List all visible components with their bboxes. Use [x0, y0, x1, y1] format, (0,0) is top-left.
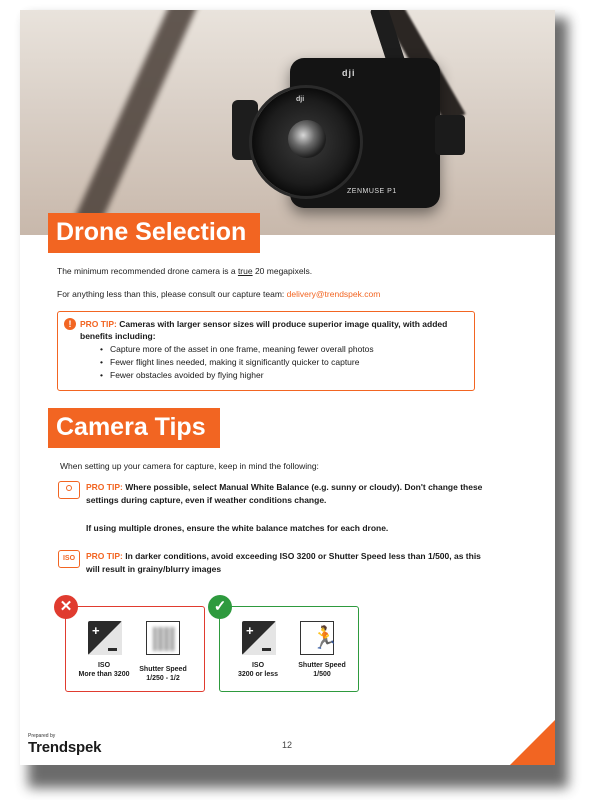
- blurry-runner-icon: [146, 621, 180, 655]
- min-text-underlined: true: [237, 266, 253, 276]
- hero-camera-photo: [20, 10, 555, 235]
- motion-blur-figure: [153, 627, 175, 651]
- cross-icon: ✕: [54, 595, 78, 619]
- pro-tip-label: PRO TIP:: [80, 319, 117, 329]
- drone-selection-heading: Drone Selection: [48, 213, 260, 253]
- background-blur-shape: [55, 10, 201, 235]
- lens-glass: [288, 120, 326, 158]
- iso-value: More than 3200: [78, 671, 130, 678]
- white-balance-camera-icon: [58, 481, 80, 499]
- iso-label: ISO: [251, 662, 265, 669]
- iso-tip: [58, 550, 488, 576]
- sensor-pro-tip-heading: [66, 318, 466, 342]
- pro-tip-label: PRO TIP:: [86, 482, 123, 492]
- good-iso-label: [228, 661, 288, 679]
- lens-brand-logo: dji: [296, 96, 305, 103]
- sharp-runner-icon: [300, 621, 339, 655]
- multiple-drones-tip: [58, 522, 488, 535]
- wb-tip-text: Where possible, select Manual White Balance (e.g. sunny or cloudy). Don't change these settings during capture, even if weather conditions change.: [86, 482, 483, 505]
- sensor-pro-tip-box: [57, 311, 475, 391]
- bad-shutter-label: [133, 665, 193, 683]
- page-number: 12: [282, 740, 293, 750]
- pro-tip-text: Cameras with larger sensor sizes will produce superior image quality, with added benefits including:: [80, 319, 448, 341]
- iso-tip-body: In darker conditions, avoid exceeding ISO 3200 or Shutter Speed less than 1/500, as this will result in grainy/blurry images: [86, 551, 481, 574]
- multiple-drones-tip-text: If using multiple drones, ensure the white balance matches for each drone.: [86, 523, 389, 533]
- pro-tip-label: PRO TIP:: [86, 551, 123, 561]
- list-item: • Capture more of the asset in one frame, meaning fewer overall photos: [100, 343, 466, 356]
- minus-sign: [108, 648, 117, 651]
- exposure-icon: [242, 621, 276, 655]
- minimum-megapixels-text: [57, 265, 312, 277]
- camera-tips-heading: Camera Tips: [48, 408, 220, 448]
- good-shutter-label: [292, 661, 352, 679]
- good-settings-panel: [213, 598, 359, 692]
- consult-text-label: For anything less than this, please consult our capture team:: [57, 289, 287, 299]
- plus-sign: +: [92, 623, 100, 638]
- list-item: • Fewer flight lines needed, making it significantly quicker to capture: [100, 356, 466, 369]
- prepared-by-label: Prepared by: [28, 733, 56, 739]
- white-balance-tip: [58, 481, 488, 507]
- plus-sign: +: [246, 623, 254, 638]
- exclamation-icon: !: [64, 318, 76, 330]
- bad-settings-panel: [59, 598, 205, 692]
- shutter-label: Shutter Speed: [298, 662, 346, 669]
- trendspek-logo: Trendspek: [28, 739, 102, 756]
- email-link[interactable]: delivery@trendspek.com: [286, 289, 381, 299]
- check-icon: ✓: [208, 595, 232, 619]
- camera-setup-text: When setting up your camera for capture, keep in mind the following:: [60, 461, 319, 471]
- camera-brand-logo: dji: [342, 68, 356, 78]
- iso-tip-text: [86, 550, 488, 576]
- iso-label: ISO: [97, 662, 111, 669]
- white-balance-tip-text: [86, 481, 488, 507]
- shutter-value: 1/250 - 1/2: [146, 675, 180, 682]
- runner-figure: 🏃: [311, 625, 339, 650]
- consult-text: [57, 288, 380, 300]
- min-text-part: 20 megapixels.: [252, 266, 313, 276]
- min-text-part: The minimum recommended drone camera is a: [57, 266, 238, 276]
- iso-icon: ISO: [58, 550, 80, 568]
- camera-side-mount: [435, 115, 465, 155]
- iso-value: 3200 or less: [237, 671, 279, 678]
- minus-sign: [262, 648, 271, 651]
- list-item: • Fewer obstacles avoided by flying higher: [100, 369, 466, 382]
- bad-iso-label: [74, 661, 134, 679]
- corner-accent: [510, 720, 555, 765]
- document-page: [20, 10, 555, 765]
- shutter-value: 1/500: [313, 671, 331, 678]
- camera-model-label: ZENMUSE P1: [347, 188, 397, 195]
- exposure-icon: [88, 621, 122, 655]
- benefits-list: [100, 343, 466, 382]
- shutter-label: Shutter Speed: [139, 666, 187, 673]
